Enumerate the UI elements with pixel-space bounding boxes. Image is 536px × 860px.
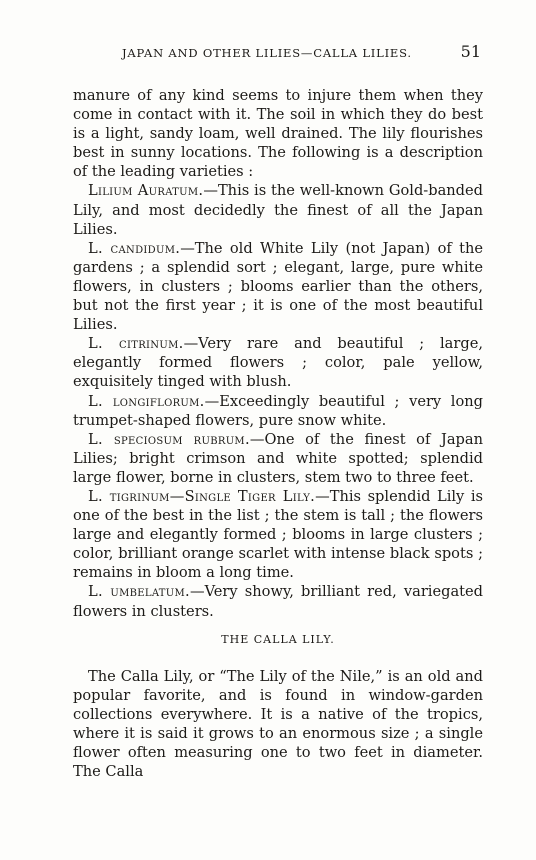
- variety-description-auratum: —This is the well-known Gold-banded Lily, and most decidedly the finest of all the Japan Lilies.: [73, 182, 483, 238]
- variety-description-tigrinum: —This splendid Lily is one of the best in the list ; the stem is tall ; the flowers large and elegantly formed ; blooms in large clusters ; color, brilliant orange scarlet with intense black spots ; remains in bloom a long time.: [73, 487, 483, 582]
- variety-name-longiflorum: L. longiflorum.: [88, 392, 205, 410]
- variety-entry-umbelatum: [73, 582, 483, 620]
- body-text: [73, 86, 483, 781]
- running-head: [70, 42, 481, 64]
- calla-text: The Calla Lily, or “The Lily of the Nile,” is an old and popular favorite, and is found in window-garden collections everywhere. It is a native of the tropics, where it is said it grows to an enormous size ; a single flower often measuring one to two feet in diameter. The Calla: [73, 667, 483, 781]
- variety-name-speciosum-rubrum: L. speciosum rubrum.: [88, 430, 250, 448]
- variety-description-candidum: —The old White Lily (not Japan) of the gardens ; a splendid sort ; elegant, large, pure white flowers, in clusters ; blooms earlier than the others, but not the first year ; it is one of the most beautiful Lilies.: [73, 239, 484, 334]
- variety-name-candidum: L. candidum.: [88, 239, 181, 257]
- variety-description-umbelatum: —Very showy, brilliant red, variegated flowers in clusters.: [73, 583, 483, 620]
- variety-entry-longiflorum: [73, 392, 483, 430]
- variety-description-longiflorum: —Exceedingly beautiful ; very long trumpet-shaped flowers, pure snow white.: [73, 392, 484, 429]
- intro-text: manure of any kind seems to injure them when they come in contact with it. The soil in which they do best is a light, sandy loam, well drained. The lily flourishes best in sunny locations. The following is a description of the leading varieties :: [73, 87, 483, 181]
- section-heading-calla-lily: THE CALLA LILY.: [221, 632, 335, 646]
- variety-description-citrinum: —Very rare and beautiful ; large, elegantly formed flowers ; color, pale yellow, exquisitely tinged with blush.: [73, 335, 483, 391]
- variety-description-speciosum-rubrum: —One of the finest of Japan Lilies; bright crimson and white spotted; splendid large flower, borne in clusters, stem two to three feet.: [73, 430, 483, 486]
- running-title: JAPAN AND OTHER LILIES—CALLA LILIES.: [122, 46, 412, 60]
- variety-entry-speciosum-rubrum: [73, 430, 483, 487]
- variety-entry-auratum: [73, 181, 483, 238]
- variety-name-citrinum: L. citrinum.: [88, 335, 184, 353]
- variety-name-auratum: Lilium Auratum.: [88, 182, 204, 200]
- variety-name-tigrinum: L. tigrinum—Single Tiger Lily.: [88, 487, 316, 505]
- variety-name-umbelatum: L. umbelatum.: [88, 583, 190, 601]
- intro-paragraph: [73, 86, 483, 181]
- variety-entry-tigrinum: [73, 487, 483, 582]
- calla-paragraph: [73, 667, 483, 782]
- variety-entry-citrinum: [73, 334, 483, 391]
- page-number: 51: [460, 42, 481, 61]
- variety-entry-candidum: [73, 239, 483, 334]
